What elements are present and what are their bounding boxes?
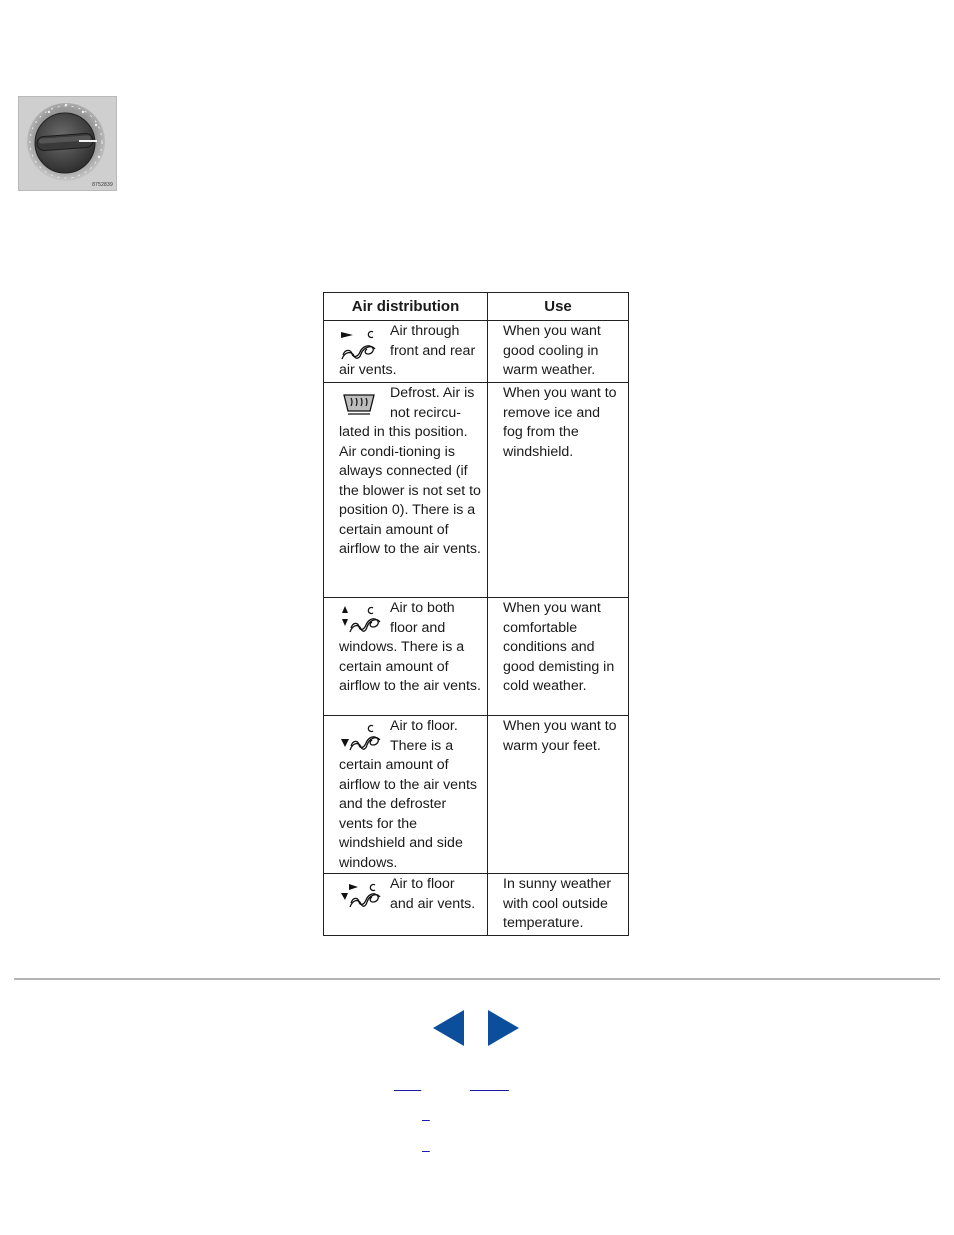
use-cell: When you want to warm your feet.	[488, 716, 629, 874]
air-floor-vents-icon	[339, 875, 390, 913]
climate-knob-icon	[19, 97, 116, 190]
climate-knob-figure	[18, 96, 117, 191]
defrost-icon	[339, 384, 390, 422]
air-distribution-cell	[324, 598, 488, 716]
horizontal-divider	[14, 978, 940, 980]
air-floor-icon	[339, 717, 390, 755]
nav-link-4[interactable]	[422, 1137, 430, 1153]
table-row	[324, 598, 629, 716]
air-distribution-cell	[324, 383, 488, 598]
air-distribution-description: Air to both floor and windows. There is a certain amount of airflow to the air vents.	[339, 600, 481, 694]
previous-page-button[interactable]	[433, 1010, 465, 1046]
air-distribution-description: Defrost. Air is not recircu-lated in this position. Air condi-tioning is always connected (if the blower is not set to position 0). There is a certain amount of airflow to the air vents.	[339, 385, 481, 557]
air-distribution-cell	[324, 874, 488, 936]
use-cell: When you want to remove ice and fog from the windshield.	[488, 383, 629, 598]
nav-link-2[interactable]	[470, 1076, 509, 1092]
air-distribution-description: Air to floor. There is a certain amount of airflow to the air vents and the defroster vents for the windshield and side windows.	[339, 718, 477, 871]
arrow-right-icon	[487, 1010, 519, 1046]
nav-link-1[interactable]	[394, 1076, 421, 1092]
air-distribution-cell	[324, 321, 488, 383]
arrow-left-icon	[433, 1010, 465, 1046]
table-row	[324, 716, 629, 874]
air-distribution-cell	[324, 716, 488, 874]
air-distribution-description: Air to floor and air vents.	[390, 876, 476, 912]
air-floor-windows-icon	[339, 599, 390, 637]
air-panel-vents-icon	[339, 322, 390, 360]
air-distribution-description: Air through front and rear air vents.	[339, 323, 476, 378]
header-air-distribution: Air distribution	[324, 293, 488, 321]
next-page-button[interactable]	[487, 1010, 519, 1046]
table-row	[324, 874, 629, 936]
table-row	[324, 321, 629, 383]
air-distribution-table	[323, 292, 629, 936]
figure-code: 8752839	[92, 182, 113, 188]
use-cell: In sunny weather with cool outside temperature.	[488, 874, 629, 936]
use-cell: When you want comfortable conditions and good demisting in cold weather.	[488, 598, 629, 716]
use-cell: When you want good cooling in warm weather.	[488, 321, 629, 383]
header-use: Use	[488, 293, 629, 321]
table-row	[324, 383, 629, 598]
table-header-row	[324, 293, 629, 321]
nav-link-3[interactable]	[422, 1106, 430, 1122]
